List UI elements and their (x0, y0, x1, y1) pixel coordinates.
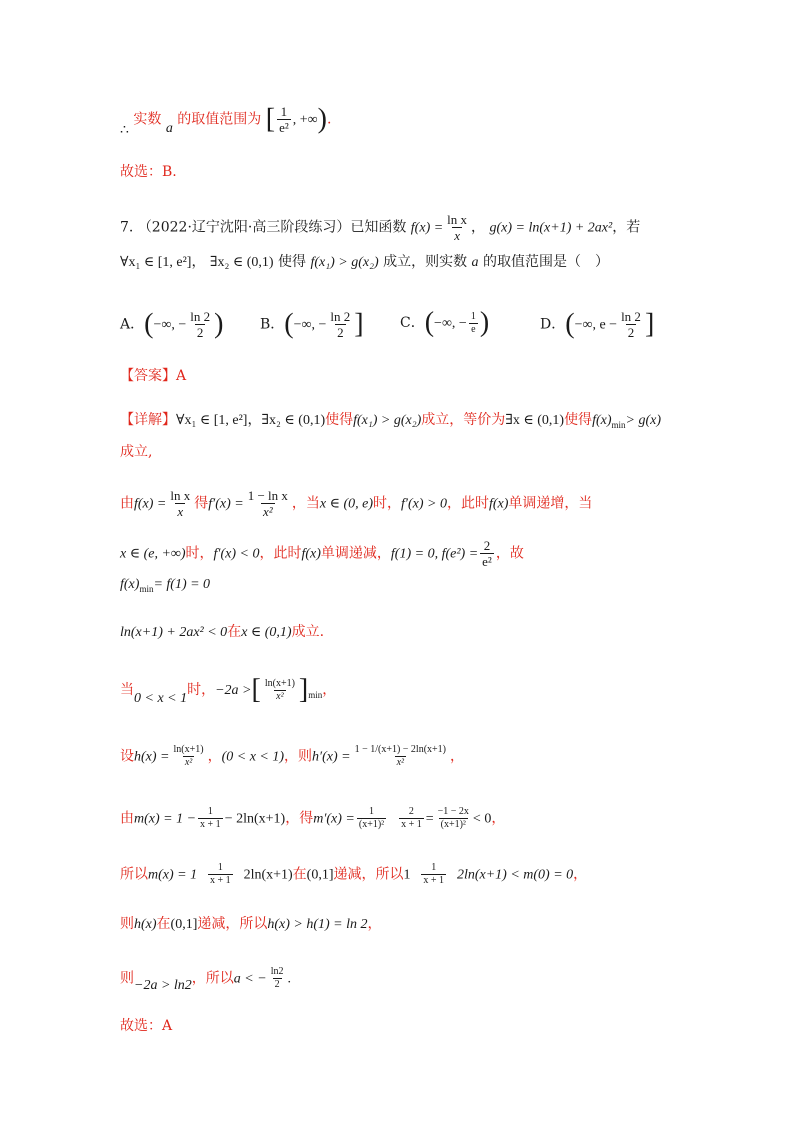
text-real: 实数 (133, 111, 162, 128)
range-frac: $\frac{1}{\text{e²}}$ (279, 104, 289, 135)
monotone-line: x ∈ (e, +∞)时，f′(x) < 0，此时f(x)单调递减，f(1) = 0, f(e²) = $\frac{2}{\text{e²}}$ ，故 (120, 538, 524, 569)
m-decreasing-line: 所以m(x) = 1 $\frac{1}{x + 1}$ 2ln(x+1)在(0,1]递减，所以1 $\frac{1}{x + 1}$ 2ln(x+1) < m(0) = 0， (120, 862, 588, 886)
var-a: a (165, 120, 173, 136)
option-d: D．(−∞, e − $\frac{\ln 2}{2}$ ] (540, 308, 655, 340)
conclusion-line: 则−2a > ln2，所以a < − $\frac{\ln 2}{2}$ . (120, 966, 291, 993)
therefore-symbol: ∴ (120, 122, 129, 138)
g-definition: g(x) = ln(x+1) + 2ax² (489, 220, 613, 236)
question-source: （2022·辽宁沈阳·高三阶段练习）已知函数 (137, 219, 407, 236)
define-h-line: 设h(x) = $\frac{\ln(x+1)}{\text{x²}}$ ，(0 < x < 1)，则h′(x) = $\frac{1 - 1/(x+1) - 2\ln(x+1)}{\text{x²}}$ ， (120, 744, 465, 768)
f-def-frac: $\frac{\text{ln x}}{x}$ (447, 212, 468, 243)
question-line-2: ∀x₁ ∈ [1, e²]， ∃x₂ ∈ (0,1) 使得 f(x₁) > g(x₂) 成立，则实数 a 的取值范围是（ ） (120, 254, 609, 270)
detail-line-2: 成立, (120, 444, 153, 460)
question-number: 7. (120, 219, 134, 236)
option-c: C．(−∞, − $\frac{1}{e}$ ) (400, 307, 490, 338)
choose-a: 故选：A (120, 1018, 173, 1034)
define-m-line: 由m(x) = 1 − $\frac{1}{x + 1}$ − 2ln(x+1)，得m′(x) = $\frac{1}{\text{(x+1)²}}$ $\frac{2}{x + 1}$ = $\frac{-1 - 2x}{\text{(x+1)²}}$ < 0， (120, 806, 506, 830)
choose-b: 故选：B. (120, 164, 177, 180)
therefore-line: ∴ 实数 a 的取值范围为 [ $\frac{1}{\text{e²}}$ , +∞). (120, 103, 332, 138)
option-a: A．(−∞, − $\frac{\ln 2}{2}$ ) (120, 308, 224, 340)
inequality-line: ln(x+1) + 2ax² < 0在x ∈ (0,1)成立. (120, 624, 325, 640)
h-decreasing-line: 则h(x)在(0,1]递减，所以h(x) > h(1) = ln 2， (120, 916, 382, 932)
answer: 【答案】A (120, 368, 187, 384)
when-line: 当0 < x < 1时，−2a >[ $\frac{\ln(x+1)}{\text{x²}}$ ]$_{min}$， (120, 674, 337, 706)
detail-line-1: 【详解】∀x₁ ∈ [1, e²]，∃x₂ ∈ (0,1)使得f(x₁) > g(x₂)成立，等价为∃x ∈ (0,1)使得$f(x)_{min}> g(x)$ (120, 412, 662, 430)
fmin-line: $f(x)_{min}= f(1) = 0$ (120, 577, 211, 594)
option-b: B．(−∞, − $\frac{\ln 2}{2}$ ] (260, 308, 364, 340)
question-line-1: 7. （2022·辽宁沈阳·高三阶段练习）已知函数 f(x) = $\frac{\text{ln x}}{x}$ ， g(x) = ln(x+1) + 2ax²，若 (120, 212, 641, 243)
text-range: 的取值范围为 (177, 111, 262, 128)
derivative-line: 由f(x) = $\frac{\text{ln x}}{x}$ 得f′(x) = $\frac{\text{1 − ln x}}{\text{x²}}$ ，当x ∈ (0, e)时，f′(x) > 0，此时f(x)单调递增，当 (120, 488, 593, 519)
